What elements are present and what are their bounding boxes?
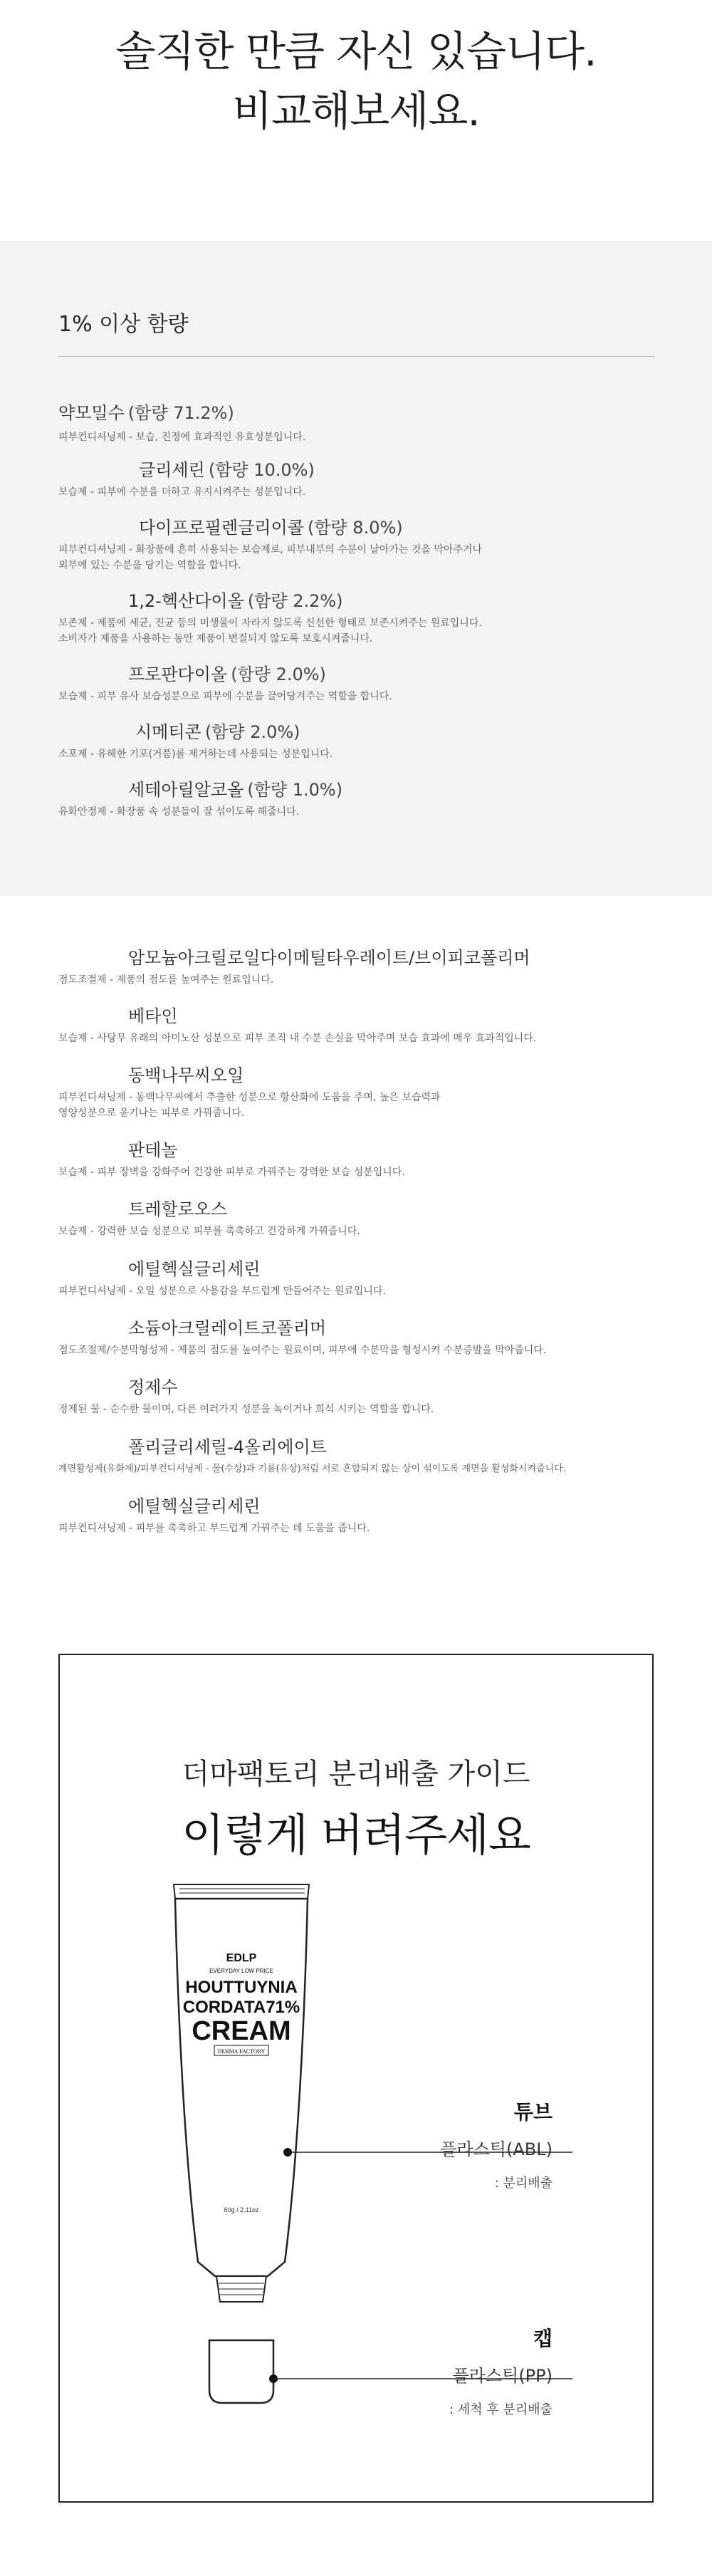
- ingredient-name: 에틸헥실글리세린: [128, 1496, 261, 1516]
- cream-tube-illustration: [145, 1877, 658, 2433]
- ingredient-desc-block: [58, 1461, 566, 1477]
- ingredient-desc-block: [58, 746, 333, 762]
- ingredient-desc: 피부컨디셔닝제 - 화장품에 흔히 사용되는 보습제로, 피부내부의 수분이 날아가는 것을 막아주거나: [58, 544, 482, 556]
- ingredient-desc: 유화안정제 - 화장품 속 성분들이 잘 섞이도록 해줍니다.: [58, 806, 300, 818]
- section-divider: [58, 356, 655, 357]
- ingredient-name: 트레할로오스: [128, 1199, 228, 1219]
- section-title: 1% 이상 함량: [58, 312, 189, 337]
- ingredient-item: [135, 718, 300, 743]
- ingredient-desc: 계면활성제(유화제)/피부컨디셔닝제 - 물(수상)과 기름(유상)처럼 서로 혼합되지 않는 상이 섞이도록 계면을 활성화시켜줍니다.: [58, 1464, 566, 1474]
- guide-title: 이렇게 버려주세요: [182, 1809, 530, 1861]
- ingredient-item: [128, 1314, 326, 1339]
- tube-label-note: : 분리배출: [494, 2176, 553, 2191]
- ingredient-name: 프로판다이올: [128, 664, 228, 684]
- ingredient-percent: (함량 8.0%): [307, 518, 403, 538]
- headline-line-1: 솔직한 만큼 자신 있습니다.: [115, 27, 597, 75]
- ingredient-desc-block: [58, 972, 273, 988]
- ingredient-desc-block: [58, 1402, 434, 1417]
- ingredient-desc-block: [58, 615, 482, 647]
- ingredient-desc-block: [58, 1090, 440, 1121]
- ingredient-desc: 피부컨디셔닝제 - 오일 성분으로 사용감을 부드럽게 만들어주는 원료입니다.: [58, 1286, 386, 1297]
- tube-label-title: 튜브: [513, 2100, 553, 2124]
- ingredient-name: 글리세린: [139, 460, 205, 480]
- cap-label-note: : 세척 후 분리배출: [449, 2402, 553, 2417]
- ingredient-item: [128, 1195, 227, 1220]
- guide-subtitle: 더마팩토리 분리배출 가이드: [182, 1758, 530, 1790]
- tube-label-material: 플라스틱(ABL): [440, 2139, 553, 2159]
- ingredient-item: [128, 1373, 178, 1398]
- ingredient-percent: (함량 1.0%): [247, 780, 343, 800]
- ingredient-desc: 피부컨디셔닝제 - 피부를 촉촉하고 부드럽게 가꿔주는 데 도움을 줍니다.: [58, 1523, 370, 1534]
- ingredient-desc: 보습제 - 사탕무 유래의 아미노산 성분으로 피부 조직 내 수분 손실을 막아주며 보습 효과에 매우 효과적입니다.: [58, 1033, 537, 1044]
- ingredient-item: [128, 660, 326, 685]
- ingredient-item: [128, 1002, 178, 1027]
- ingredient-desc-block: [58, 1031, 536, 1046]
- ingredient-desc-block: [58, 804, 299, 820]
- ingredient-item: [128, 1061, 244, 1086]
- ingredient-item: [128, 587, 343, 612]
- ingredient-desc: 정제된 물 - 순수한 물이며, 다른 여러가지 성분을 녹이거나 희석 시키는 역할을 합니다.: [58, 1404, 434, 1415]
- ingredient-desc: 보습제 - 강력한 보습 성분으로 피부를 촉촉하고 건강하게 가꿔줍니다.: [58, 1226, 360, 1237]
- ingredient-item: [58, 399, 305, 445]
- ingredient-percent: (함량 2.2%): [247, 591, 343, 611]
- ingredient-desc: 보습제 - 피부에 수분을 더하고 유지시켜주는 성분입니다.: [58, 486, 306, 498]
- ingredient-item: [139, 456, 315, 481]
- major-ingredients-section: [0, 241, 712, 896]
- ingredient-item: [128, 776, 342, 801]
- ingredient-percent: (함량 2.0%): [204, 722, 300, 742]
- ingredient-desc: 피부컨디셔닝제 - 보습, 진정에 효과적인 유효성분입니다.: [58, 432, 306, 443]
- ingredient-name: 시메티콘: [135, 722, 201, 742]
- ingredient-desc-block: [58, 1164, 405, 1180]
- ingredient-name: 정제수: [128, 1377, 178, 1397]
- ingredient-desc: 영양성분으로 윤기나는 피부로 가꿔줍니다.: [58, 1107, 245, 1119]
- ingredient-name: 약모밀수: [58, 403, 125, 423]
- ingredient-item: [139, 513, 403, 538]
- ingredient-desc-block: [58, 542, 482, 573]
- tube-label: [440, 2097, 553, 2191]
- cap-label: [449, 2323, 553, 2418]
- tube-volume: 60g / 2.11oz: [224, 2206, 259, 2213]
- ingredient-desc: 피부컨디셔닝제 - 동백나무씨에서 추출한 성분으로 항산화에 도움을 주며, 높은 보습력과: [58, 1092, 441, 1103]
- ingredient-name: 에틸헥실글리세린: [128, 1259, 261, 1279]
- tube-brand: EDLP: [226, 1952, 257, 1964]
- ingredient-desc: 점도조절제 - 제품의 점도를 높여주는 원료입니다.: [58, 974, 274, 986]
- ingredient-desc: 외부에 있는 수분을 당기는 역할을 합니다.: [58, 560, 241, 571]
- ingredient-desc: 보습제 - 피부 유사 보습성분으로 피부에 수분을 끌어당겨주는 역할을 합니다.: [58, 691, 392, 702]
- ingredient-desc: 소비자가 제품을 사용하는 동안 제품이 변질되지 않도록 보호시켜줍니다.: [58, 633, 373, 645]
- tube-maker: DERMA FACTORY: [217, 2048, 266, 2055]
- tube-name-line-1: HOUTTUYNIA: [185, 1978, 298, 1997]
- ingredient-desc: 점도조절제/수분막형성제 - 제품의 점도를 높여주는 원료이며, 피부에 수분막을 형성시켜 수분증발을 막아줍니다.: [58, 1345, 547, 1356]
- ingredient-desc-block: [58, 1283, 386, 1299]
- ingredient-name: 세테아릴알코올: [128, 780, 244, 800]
- ingredient-item: [128, 1136, 178, 1161]
- ingredient-item: [128, 944, 530, 969]
- ingredient-percent: (함량 10.0%): [208, 460, 315, 480]
- ingredient-desc: 보존제 - 제품에 세균, 진균 등의 미생물이 자라지 않도록 신선한 형태로 보존시켜주는 원료입니다.: [58, 617, 482, 629]
- ingredient-desc-block: [58, 1521, 370, 1536]
- ingredient-name: 베타인: [128, 1006, 178, 1026]
- ingredient-desc: 소포제 - 유해한 기포(거품)를 제거하는데 사용되는 성분입니다.: [58, 749, 333, 760]
- ingredient-item: [128, 1433, 327, 1458]
- headline-line-2: 비교해보세요.: [232, 87, 480, 135]
- ingredient-percent: (함량 2.0%): [231, 664, 326, 684]
- ingredient-name: 1,2-헥산다이올: [128, 591, 244, 611]
- cap-label-title: 캡: [533, 2327, 553, 2350]
- ingredient-name: 다이프로필렌글리이콜: [139, 518, 304, 538]
- ingredient-name: 판테놀: [128, 1140, 178, 1160]
- headline: [0, 21, 712, 141]
- ingredient-desc: 보습제 - 피부 장벽을 강화주어 건강한 피부로 가꿔주는 강력한 보습 성분입니다.: [58, 1167, 405, 1178]
- ingredient-desc-block: [58, 1342, 546, 1358]
- ingredient-item: [128, 1255, 260, 1280]
- ingredient-desc-block: [58, 1224, 360, 1239]
- cap-label-material: 플라스틱(PP): [452, 2366, 553, 2386]
- ingredient-item: [128, 1492, 260, 1517]
- ingredient-name: 동백나무씨오일: [128, 1065, 244, 1085]
- tube-name-line-3: CREAM: [192, 2016, 291, 2046]
- tube-name-line-2: CORDATA71%: [182, 1998, 300, 2017]
- ingredient-desc-block: [58, 484, 305, 500]
- ingredient-name: 폴리글리세릴-4올리에이트: [128, 1437, 327, 1457]
- ingredient-percent: (함량 71.2%): [127, 403, 234, 423]
- ingredient-name: 암모늄아크릴로일다이메틸타우레이트/브이피코폴리머: [128, 948, 530, 968]
- ingredient-desc-block: [58, 689, 392, 704]
- tube-tagline: EVERYDAY LOW PRICE: [209, 1968, 273, 1974]
- ingredient-name: 소듐아크릴레이트코폴리머: [128, 1318, 327, 1338]
- recycling-guide: [58, 1654, 654, 2503]
